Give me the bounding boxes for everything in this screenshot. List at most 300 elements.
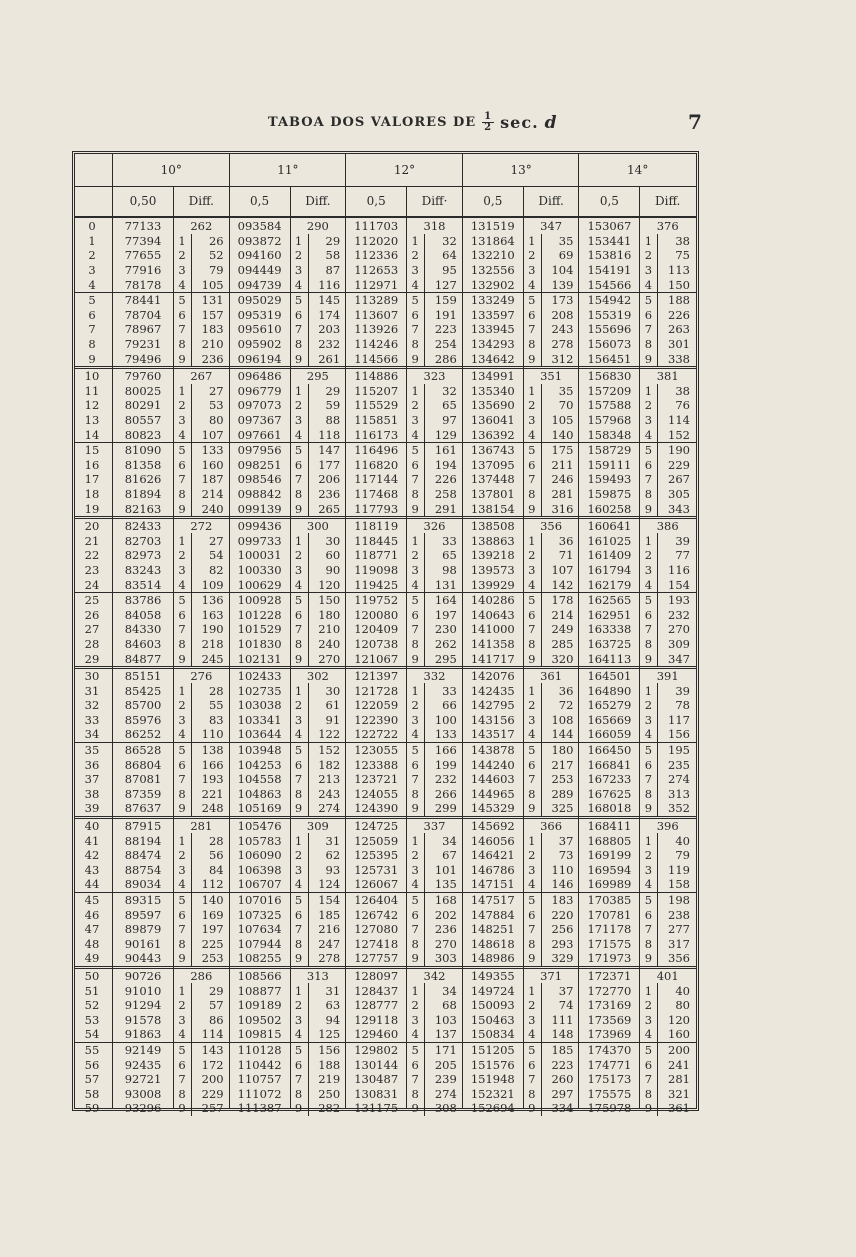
value-cell: 80557	[124, 413, 162, 428]
secant-table	[72, 151, 699, 1116]
proportional-part-value: 143	[201, 1042, 224, 1057]
value-cell: 145692	[470, 819, 515, 834]
value-cell: 81358	[124, 457, 162, 472]
table-row	[75, 263, 696, 278]
part-rule	[424, 801, 425, 816]
part-rule	[657, 998, 658, 1013]
proportional-part-index: 1	[294, 533, 303, 548]
table-row	[75, 757, 696, 772]
value-cell: 095902	[237, 337, 282, 352]
proportional-part-value: 235	[668, 757, 690, 772]
part-rule	[191, 427, 192, 442]
value-cell: 169594	[587, 862, 632, 877]
proportional-part-index: 2	[644, 848, 653, 863]
part-rule	[191, 772, 192, 787]
proportional-part-index: 6	[644, 307, 653, 322]
part-rule	[308, 893, 309, 908]
value-cell: 150834	[470, 1027, 515, 1042]
proportional-part-index: 3	[178, 413, 186, 428]
part-rule	[541, 427, 542, 442]
value-cell: 099733	[237, 533, 282, 548]
proportional-part-index: 5	[644, 1042, 653, 1057]
proportional-part-value: 236	[318, 486, 341, 501]
proportional-part-index: 9	[294, 651, 303, 666]
proportional-part-index: 4	[528, 877, 536, 892]
minute-cell: 46	[84, 907, 100, 922]
value-cell: 102131	[237, 651, 282, 666]
proportional-part-value: 247	[318, 936, 341, 951]
minute-cell: 49	[84, 951, 100, 966]
proportional-part-value: 116	[318, 277, 341, 292]
value-cell: 88194	[124, 833, 162, 848]
value-cell: 104558	[237, 772, 282, 787]
table-row	[75, 1101, 696, 1116]
value-cell: 103644	[237, 727, 282, 742]
proportional-part-index: 8	[178, 337, 186, 352]
proportional-part-value: 91	[325, 712, 341, 727]
part-rule	[541, 893, 542, 908]
minute-cell: 25	[84, 593, 100, 608]
proportional-part-value: 67	[442, 848, 457, 863]
part-rule	[657, 501, 658, 516]
proportional-part-index: 2	[294, 848, 303, 863]
part-rule	[308, 998, 309, 1013]
minute-cell: 15	[84, 443, 100, 458]
part-rule	[657, 308, 658, 323]
proportional-part-value: 119	[668, 862, 690, 877]
proportional-part-index: 1	[411, 983, 419, 998]
proportional-part-index: 1	[644, 533, 653, 548]
table-row	[75, 592, 696, 608]
value-cell: 153067	[587, 219, 632, 234]
proportional-part-index: 7	[528, 1072, 536, 1087]
part-rule	[308, 337, 309, 352]
proportional-part-value: 37	[558, 983, 574, 998]
value-cell: 141358	[470, 636, 515, 651]
proportional-part-index: 9	[528, 1101, 536, 1116]
value-cell: 130487	[354, 1072, 399, 1087]
proportional-part-index: 9	[411, 1101, 419, 1116]
proportional-part-value: 120	[318, 577, 341, 592]
proportional-part-index: 9	[411, 801, 419, 816]
part-rule	[308, 263, 309, 278]
proportional-part-index: 5	[644, 593, 653, 608]
value-cell: 143517	[470, 727, 515, 742]
proportional-part-index: 3	[294, 263, 303, 278]
part-rule	[191, 998, 192, 1013]
value-cell: 124055	[354, 786, 399, 801]
proportional-part-index: 5	[294, 443, 303, 458]
value-cell: 137095	[470, 457, 515, 472]
minute-cell: 31	[84, 683, 100, 698]
value-cell: 099139	[237, 501, 282, 516]
proportional-part-index: 6	[294, 607, 303, 622]
value-subheader: 0,5	[250, 194, 270, 208]
part-rule	[541, 951, 542, 966]
proportional-part-index: 5	[178, 593, 186, 608]
part-rule	[191, 384, 192, 399]
diff-subheader: Diff.	[538, 194, 564, 208]
value-cell: 157968	[587, 413, 632, 428]
part-rule	[657, 293, 658, 308]
proportional-part-value: 274	[668, 772, 690, 787]
proportional-part-index: 6	[528, 607, 536, 622]
proportional-part-value: 285	[551, 636, 574, 651]
part-rule	[191, 727, 192, 742]
part-rule	[657, 577, 658, 592]
proportional-part-value: 241	[668, 1057, 690, 1072]
proportional-part-index: 8	[411, 786, 419, 801]
part-rule	[424, 398, 425, 413]
proportional-part-index: 9	[294, 951, 303, 966]
tabular-difference: 332	[423, 669, 446, 684]
proportional-part-index: 9	[178, 351, 186, 366]
value-cell: 89034	[124, 877, 162, 892]
proportional-part-index: 3	[178, 862, 186, 877]
table-row	[75, 907, 696, 922]
proportional-part-value: 129	[434, 427, 457, 442]
proportional-part-index: 4	[178, 277, 186, 292]
proportional-part-value: 253	[201, 951, 224, 966]
part-rule	[308, 698, 309, 713]
part-rule	[657, 563, 658, 578]
proportional-part-value: 53	[208, 398, 224, 413]
value-cell: 116173	[354, 427, 399, 442]
value-cell: 92721	[124, 1072, 162, 1087]
value-cell: 104253	[237, 757, 282, 772]
proportional-part-index: 6	[294, 907, 303, 922]
part-rule	[424, 922, 425, 937]
column-rule	[345, 154, 346, 1108]
proportional-part-index: 6	[178, 1057, 186, 1072]
proportional-part-index: 3	[644, 413, 653, 428]
proportional-part-index: 1	[411, 233, 419, 248]
diff-subheader: Diff.	[655, 194, 681, 208]
proportional-part-index: 6	[411, 307, 419, 322]
proportional-part-value: 166	[434, 743, 457, 758]
proportional-part-value: 183	[551, 893, 574, 908]
proportional-part-index: 3	[528, 263, 536, 278]
diff-subheader: Diff.	[305, 194, 331, 208]
proportional-part-value: 281	[551, 486, 574, 501]
part-rule	[191, 1057, 192, 1072]
proportional-part-value: 28	[208, 683, 224, 698]
proportional-part-value: 33	[442, 533, 457, 548]
value-cell: 78704	[124, 307, 162, 322]
proportional-part-index: 6	[644, 757, 653, 772]
part-rule	[541, 458, 542, 473]
table-row	[75, 801, 696, 816]
value-cell: 131175	[354, 1101, 399, 1116]
value-cell: 82703	[124, 533, 162, 548]
part-rule	[191, 548, 192, 563]
table-block	[75, 516, 696, 666]
proportional-part-index: 1	[294, 983, 303, 998]
tabular-difference: 323	[423, 369, 446, 384]
value-cell: 138154	[470, 501, 515, 516]
part-rule	[541, 577, 542, 592]
proportional-part-value: 200	[668, 1042, 690, 1057]
proportional-part-index: 3	[411, 862, 419, 877]
part-rule	[191, 1101, 192, 1116]
part-rule	[424, 1012, 425, 1027]
column-rule	[578, 154, 579, 1108]
value-cell: 139218	[470, 548, 515, 563]
minute-cell: 35	[84, 743, 100, 758]
proportional-part-index: 1	[178, 983, 186, 998]
proportional-part-value: 180	[318, 607, 341, 622]
table-row	[75, 1027, 696, 1042]
minute-cell: 23	[84, 562, 100, 577]
proportional-part-value: 29	[325, 383, 341, 398]
value-cell: 115529	[354, 398, 399, 413]
proportional-part-value: 135	[434, 877, 457, 892]
proportional-part-index: 9	[528, 501, 536, 516]
proportional-part-index: 1	[178, 683, 186, 698]
value-cell: 114246	[354, 337, 399, 352]
tabular-difference: 326	[423, 519, 446, 534]
part-rule	[308, 848, 309, 863]
minute-cell: 34	[84, 727, 100, 742]
tabular-difference: 376	[656, 219, 679, 234]
proportional-part-value: 95	[442, 263, 457, 278]
minute-cell: 14	[84, 427, 100, 442]
value-cell: 173169	[587, 998, 632, 1013]
value-cell: 168018	[587, 801, 632, 816]
proportional-part-value: 160	[668, 1027, 690, 1042]
part-rule	[541, 413, 542, 428]
proportional-part-value: 250	[318, 1086, 341, 1101]
part-rule	[541, 757, 542, 772]
part-rule	[308, 801, 309, 816]
proportional-part-index: 1	[528, 983, 536, 998]
part-rule	[308, 427, 309, 442]
part-rule	[191, 698, 192, 713]
value-cell: 150463	[470, 1012, 515, 1027]
proportional-part-value: 103	[434, 1012, 457, 1027]
proportional-part-index: 5	[411, 743, 419, 758]
value-cell: 174370	[587, 1042, 632, 1057]
proportional-part-value: 263	[668, 322, 690, 337]
value-cell: 093584	[237, 219, 282, 234]
part-rule	[541, 322, 542, 337]
proportional-part-value: 27	[208, 533, 224, 548]
value-cell: 169199	[587, 848, 632, 863]
part-rule	[308, 234, 309, 249]
part-rule	[191, 922, 192, 937]
proportional-part-value: 232	[318, 337, 341, 352]
proportional-part-value: 35	[558, 233, 574, 248]
proportional-part-value: 229	[668, 457, 690, 472]
part-rule	[308, 622, 309, 637]
value-cell: 142076	[470, 669, 515, 684]
proportional-part-index: 8	[178, 636, 186, 651]
part-rule	[424, 563, 425, 578]
minute-cell: 16	[84, 457, 100, 472]
proportional-part-index: 8	[644, 936, 653, 951]
tabular-difference: 356	[540, 519, 563, 534]
minute-cell: 40	[84, 819, 100, 834]
proportional-part-index: 2	[528, 848, 536, 863]
part-rule	[657, 337, 658, 352]
proportional-part-value: 114	[668, 413, 690, 428]
proportional-part-value: 68	[442, 998, 457, 1013]
value-cell: 132210	[470, 248, 515, 263]
value-cell: 159111	[587, 457, 632, 472]
value-cell: 141000	[470, 622, 515, 637]
value-cell: 78441	[124, 293, 162, 308]
proportional-part-value: 82	[208, 562, 224, 577]
value-cell: 126067	[354, 877, 399, 892]
proportional-part-index: 3	[528, 413, 536, 428]
part-rule	[191, 877, 192, 892]
proportional-part-value: 146	[551, 877, 574, 892]
diff-subheader: Diff·	[421, 194, 448, 208]
part-rule	[308, 577, 309, 592]
proportional-part-index: 2	[294, 398, 303, 413]
value-cell: 138863	[470, 533, 515, 548]
table-row	[75, 487, 696, 502]
value-cell: 111387	[237, 1101, 282, 1116]
proportional-part-value: 36	[558, 683, 574, 698]
value-cell: 130831	[354, 1086, 399, 1101]
table-row	[75, 863, 696, 878]
table-row	[75, 969, 696, 984]
minute-cell: 3	[88, 263, 96, 278]
proportional-part-value: 57	[208, 998, 224, 1013]
proportional-part-index: 4	[411, 277, 419, 292]
part-rule	[657, 607, 658, 622]
part-rule	[657, 937, 658, 952]
proportional-part-value: 190	[201, 622, 224, 637]
part-rule	[191, 322, 192, 337]
proportional-part-index: 2	[178, 848, 186, 863]
minute-cell: 52	[84, 998, 100, 1013]
part-rule	[541, 727, 542, 742]
value-cell: 103038	[237, 698, 282, 713]
value-cell: 154191	[587, 263, 632, 278]
value-cell: 166059	[587, 727, 632, 742]
part-rule	[424, 951, 425, 966]
proportional-part-index: 3	[644, 263, 653, 278]
proportional-part-index: 5	[294, 743, 303, 758]
tabular-difference: 337	[423, 819, 446, 834]
proportional-part-value: 97	[442, 413, 457, 428]
part-rule	[541, 801, 542, 816]
proportional-part-value: 261	[318, 351, 341, 366]
proportional-part-index: 7	[411, 322, 419, 337]
table-row	[75, 742, 696, 758]
proportional-part-value: 225	[201, 936, 224, 951]
minute-cell: 17	[84, 472, 100, 487]
table-row	[75, 998, 696, 1013]
proportional-part-index: 2	[411, 548, 419, 563]
part-rule	[541, 277, 542, 292]
proportional-part-index: 4	[528, 727, 536, 742]
proportional-part-index: 7	[644, 322, 653, 337]
proportional-part-index: 6	[178, 757, 186, 772]
part-rule	[657, 322, 658, 337]
value-cell: 152321	[470, 1086, 515, 1101]
value-cell: 161409	[587, 548, 632, 563]
part-rule	[657, 727, 658, 742]
part-rule	[541, 922, 542, 937]
value-cell: 093872	[237, 233, 282, 248]
proportional-part-index: 9	[178, 1101, 186, 1116]
value-cell: 78967	[124, 322, 162, 337]
proportional-part-index: 2	[644, 998, 653, 1013]
value-cell: 89597	[124, 907, 162, 922]
value-cell: 153816	[587, 248, 632, 263]
tabular-difference: 401	[656, 968, 679, 983]
minute-cell: 38	[84, 786, 100, 801]
part-rule	[308, 248, 309, 263]
proportional-part-value: 281	[668, 1072, 690, 1087]
part-rule	[657, 893, 658, 908]
proportional-part-index: 4	[178, 727, 186, 742]
proportional-part-index: 7	[644, 472, 653, 487]
value-cell: 118445	[354, 533, 399, 548]
value-cell: 161794	[587, 562, 632, 577]
value-cell: 127418	[354, 936, 399, 951]
proportional-part-value: 177	[318, 457, 341, 472]
proportional-part-index: 6	[528, 907, 536, 922]
value-cell: 141717	[470, 651, 515, 666]
part-rule	[191, 472, 192, 487]
part-rule	[424, 983, 425, 998]
tabular-difference: 302	[306, 669, 329, 684]
part-rule	[657, 443, 658, 458]
part-rule	[191, 413, 192, 428]
proportional-part-value: 65	[442, 398, 457, 413]
proportional-part-index: 2	[528, 548, 536, 563]
value-cell: 82163	[124, 501, 162, 516]
proportional-part-value: 243	[551, 322, 574, 337]
table-row	[75, 322, 696, 337]
tabular-difference: 286	[190, 968, 213, 983]
proportional-part-index: 6	[178, 907, 186, 922]
part-rule	[541, 1101, 542, 1116]
value-cell: 114886	[354, 369, 399, 384]
proportional-part-value: 214	[201, 486, 224, 501]
value-cell: 133945	[470, 322, 515, 337]
value-cell: 171575	[587, 936, 632, 951]
value-cell: 096194	[237, 351, 282, 366]
part-rule	[541, 877, 542, 892]
value-cell: 113926	[354, 322, 399, 337]
proportional-part-value: 190	[668, 443, 690, 458]
tabular-difference: 272	[190, 519, 213, 534]
value-cell: 154566	[587, 277, 632, 292]
table-row	[75, 533, 696, 548]
proportional-part-index: 8	[644, 636, 653, 651]
part-rule	[308, 351, 309, 366]
table-row	[75, 1072, 696, 1087]
part-rule	[191, 743, 192, 758]
proportional-part-value: 107	[201, 427, 224, 442]
proportional-part-index: 8	[294, 1086, 303, 1101]
proportional-part-index: 7	[528, 322, 536, 337]
proportional-part-index: 1	[644, 983, 653, 998]
value-cell: 133597	[470, 307, 515, 322]
proportional-part-index: 8	[178, 936, 186, 951]
proportional-part-index: 3	[294, 413, 303, 428]
table-row	[75, 519, 696, 534]
proportional-part-index: 2	[411, 248, 419, 263]
tabular-difference: 361	[540, 669, 563, 684]
proportional-part-value: 160	[201, 457, 224, 472]
part-rule	[424, 548, 425, 563]
